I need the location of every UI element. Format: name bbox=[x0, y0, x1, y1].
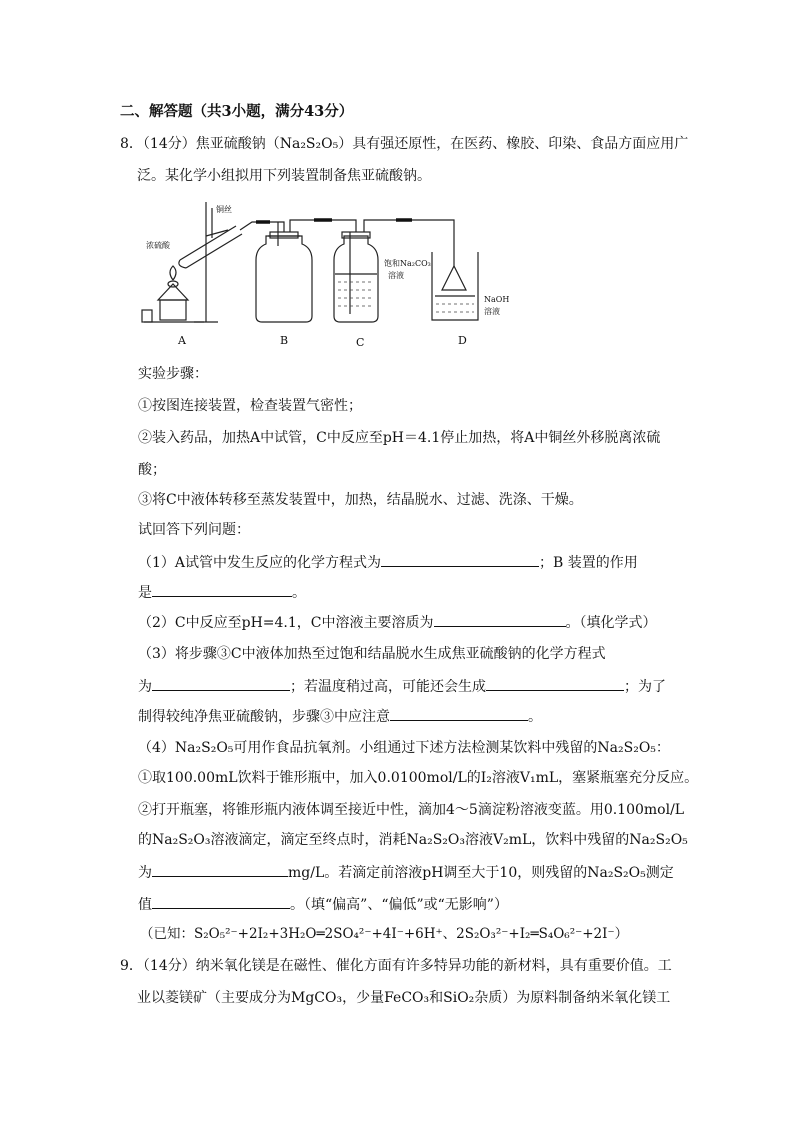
part-4-line3: ②打开瓶塞，将锥形瓶内液体调至接近中性，滴加4～5滴淀粉溶液变蓝。用0.100mol/L bbox=[138, 802, 685, 818]
part-1-line1: （1）A试管中发生反应的化学方程式为 ；B 装置的作用 bbox=[138, 552, 638, 573]
part-4-line5: 为 mg/L。若滴定前溶液pH调至大于10，则残留的Na₂S₂O₅测定 bbox=[138, 862, 674, 883]
part-4-line1: （4）Na₂S₂O₅可用作食品抗氧剂。小组通过下述方法检测某饮料中残留的Na₂S₂O₅： bbox=[138, 740, 670, 756]
label-copper-wire: 铜丝 bbox=[216, 205, 232, 214]
step-2b: 酸； bbox=[138, 462, 166, 478]
answer-blank-8[interactable] bbox=[152, 894, 290, 909]
label-naoh: NaOH bbox=[484, 295, 510, 304]
apparatus-figure bbox=[136, 196, 526, 352]
label-conc-acid: 浓硫酸 bbox=[146, 241, 170, 250]
answer-blank-3[interactable] bbox=[434, 612, 566, 627]
answer-intro: 试回答下列问题： bbox=[138, 522, 250, 538]
part-3-line2: 为 ；若温度稍过高，可能还会生成 ；为了 bbox=[138, 676, 666, 697]
label-b: B bbox=[280, 334, 289, 347]
step-1: ①按图连接装置，检查装置气密性； bbox=[138, 398, 362, 414]
step-3: ③将C中液体转移至蒸发装置中，加热，结晶脱水、过滤、洗涤、干燥。 bbox=[138, 492, 583, 508]
label-a: A bbox=[178, 334, 186, 347]
label-c: C bbox=[356, 336, 365, 349]
part-2: （2）C中反应至pH=4.1，C中溶液主要溶质为 。（填化学式） bbox=[138, 612, 657, 633]
answer-blank-4[interactable] bbox=[152, 676, 290, 691]
answer-blank-7[interactable] bbox=[152, 862, 288, 877]
part-3-line1: （3）将步骤③C中液体加热至过饱和结晶脱水生成焦亚硫酸钠的化学方程式 bbox=[138, 646, 606, 662]
label-naoh-solution: 溶液 bbox=[484, 307, 500, 316]
label-sat-na2co3: 饱和Na₂CO₃ bbox=[384, 259, 431, 268]
part-4-line4: 的Na₂S₂O₃溶液滴定，滴定至终点时，消耗Na₂S₂O₃溶液V₂mL，饮料中残留的Na₂S₂O₅ bbox=[138, 832, 688, 848]
part-3-line3: 制得较纯净焦亚硫酸钠，步骤③中应注意 。 bbox=[138, 706, 542, 727]
q8-line1: 8．（14分）焦亚硫酸钠（Na₂S₂O₅）具有强还原性，在医药、橡胶、印染、食品方面应用广 bbox=[120, 136, 689, 152]
answer-blank-1[interactable] bbox=[381, 552, 539, 567]
label-sat-na2co3-solution: 溶液 bbox=[388, 271, 404, 280]
steps-title: 实验步骤： bbox=[138, 366, 208, 382]
part-4-line6: 值 。（填“偏高”、“偏低”或“无影响”） bbox=[138, 894, 508, 915]
step-2a: ②装入药品，加热A中试管，C中反应至pH＝4.1停止加热，将A中铜丝外移脱离浓硫 bbox=[138, 430, 661, 446]
answer-blank-2[interactable] bbox=[152, 582, 292, 597]
section-title: 二、解答题（共3小题，满分43分） bbox=[120, 103, 354, 120]
q9-line2: 业以菱镁矿（主要成分为MgCO₃，少量FeCO₃和SiO₂杂质）为原料制备纳米氧化镁工 bbox=[137, 990, 671, 1006]
answer-blank-5[interactable] bbox=[486, 676, 624, 691]
answer-blank-6[interactable] bbox=[390, 706, 528, 721]
part-1-line2: 是 。 bbox=[138, 582, 306, 603]
q9-line1: 9．（14分）纳米氧化镁是在磁性、催化方面有许多特异功能的新材料，具有重要价值。工 bbox=[120, 958, 672, 974]
part-4-line2: ①取100.00mL饮料于锥形瓶中，加入0.0100mol/L的I₂溶液V₁mL，塞紧瓶塞充分反应。 bbox=[138, 770, 699, 786]
known-equations: （已知：S₂O₅²⁻+2I₂+3H₂O═2SO₄²⁻+4I⁻+6H⁺、2S₂O₃²⁻+I₂═S₄O₆²⁻+2I⁻） bbox=[140, 926, 629, 942]
label-d: D bbox=[458, 334, 467, 347]
q8-line2: 泛。某化学小组拟用下列装置制备焦亚硫酸钠。 bbox=[137, 168, 431, 184]
